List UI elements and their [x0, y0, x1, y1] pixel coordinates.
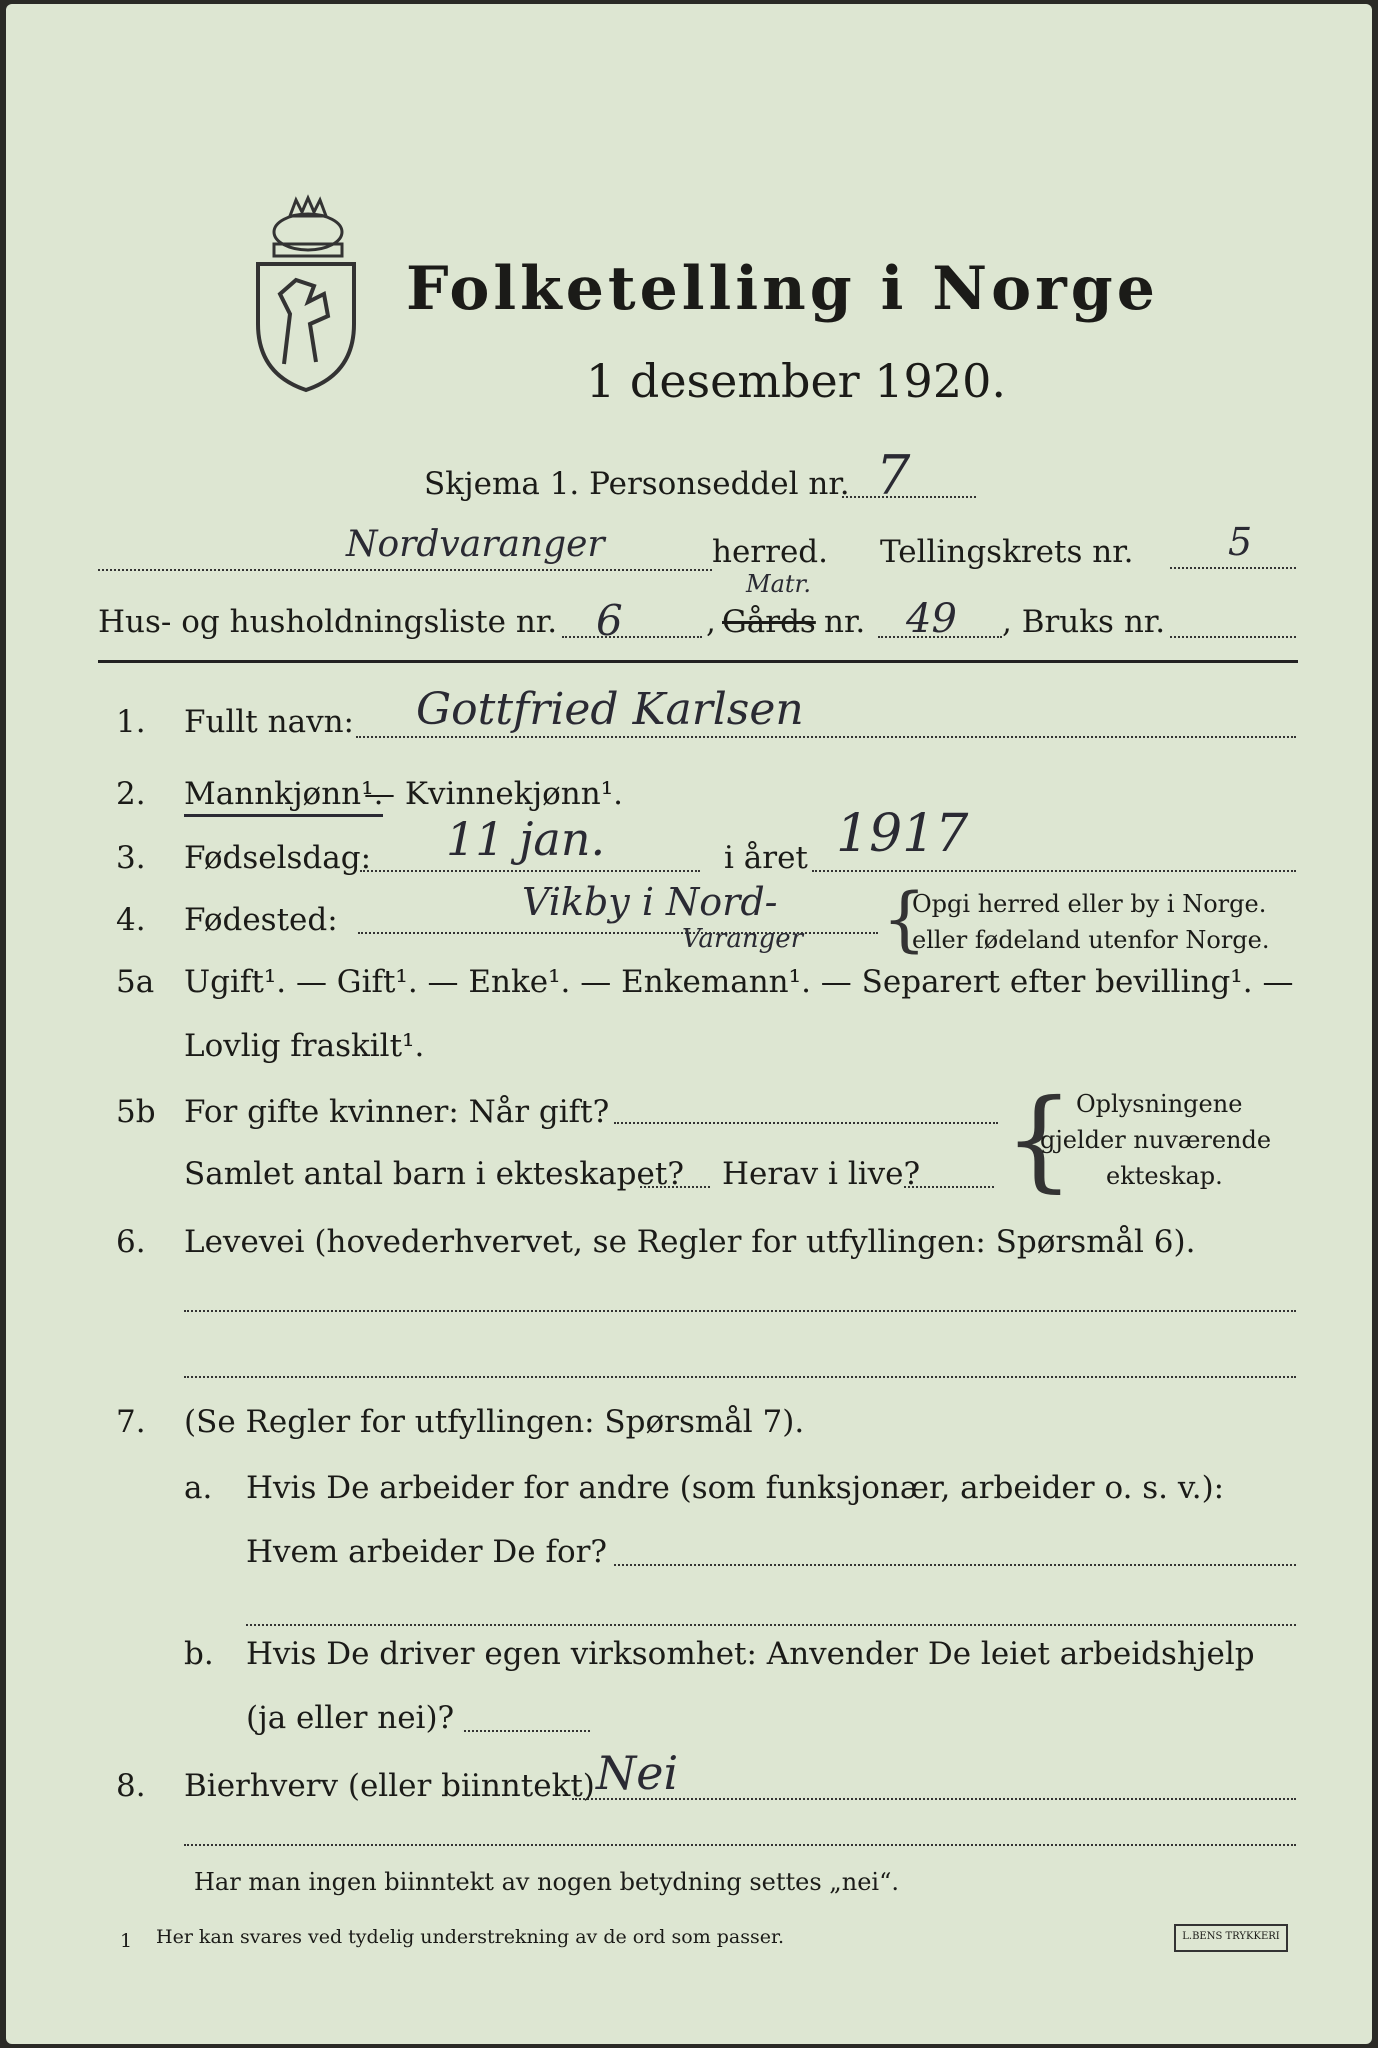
- birthplace-value-line2[interactable]: Varanger: [682, 924, 804, 954]
- q3-year-line: [812, 870, 1296, 872]
- birthplace-value-line1[interactable]: Vikby i Nord-: [522, 880, 778, 924]
- q6-number: 6.: [116, 1224, 146, 1260]
- gards-value[interactable]: 49: [906, 596, 957, 642]
- q5b-brace: {: [1004, 1075, 1074, 1203]
- marital-status-divorced[interactable]: Lovlig fraskilt¹.: [184, 1028, 425, 1064]
- q6-line-2: [184, 1376, 1296, 1378]
- printer-name: L.BENS TRYKKERI: [1182, 1931, 1280, 1942]
- q1-number: 1.: [116, 704, 146, 740]
- tellingskrets-label: Tellingskrets nr.: [880, 534, 1134, 570]
- full-name-value[interactable]: Gottfried Karlsen: [416, 684, 804, 735]
- q5b-note-line3: ekteskap.: [1106, 1162, 1223, 1190]
- q4-brace: {: [882, 878, 927, 960]
- footnote-text: Her kan svares ved tydelig understrekning av de ord som passer.: [156, 1926, 785, 1948]
- q7b-line: [464, 1730, 590, 1732]
- hus-label: Hus- og husholdningsliste nr.: [98, 604, 558, 640]
- side-income-value[interactable]: Nei: [596, 1746, 679, 1800]
- form-title: Folketelling i Norge: [406, 254, 1159, 324]
- q3-day-line: [360, 870, 700, 872]
- q7b-label: Hvis De driver egen virksomhet: Anvender De leiet arbeidshjelp: [246, 1636, 1255, 1672]
- tellingskrets-line: [1170, 567, 1296, 569]
- hus-line: [562, 636, 702, 638]
- q6-label: Levevei (hovederhvervet, se Regler for utfyllingen: Spørsmål 6).: [184, 1224, 1196, 1260]
- hus-value[interactable]: 6: [596, 596, 623, 645]
- q5b-note-line2: gjelder nuværende: [1040, 1126, 1272, 1154]
- marital-status-options[interactable]: Ugift¹. — Gift¹. — Enke¹. — Enkemann¹. — Separert efter bevilling¹. —: [184, 964, 1294, 1000]
- bruks-label: , Bruks nr.: [1002, 604, 1166, 640]
- norway-coat-of-arms-icon: [250, 194, 360, 394]
- q5b-alive-label: Herav i live?: [722, 1156, 921, 1192]
- q7-label: (Se Regler for utfyllingen: Spørsmål 7).: [184, 1404, 805, 1440]
- birth-day-value[interactable]: 11 jan.: [446, 812, 606, 866]
- q4-note-line1: Opgi herred eller by i Norge.: [912, 890, 1267, 918]
- q8-extra-line: [184, 1844, 1296, 1846]
- herred-value[interactable]: Nordvaranger: [346, 524, 605, 565]
- gards-nr-label: nr.: [824, 604, 866, 640]
- q7b-letter: b.: [184, 1636, 214, 1672]
- matr-insert: Matr.: [746, 570, 811, 598]
- q7b-hired-help-label: (ja eller nei)?: [246, 1700, 455, 1736]
- q7a-employer-line: [614, 1564, 1296, 1566]
- gender-male-option[interactable]: Mannkjønn¹.: [184, 776, 383, 817]
- q3-number: 3.: [116, 840, 146, 876]
- q3-label: Fødselsdag:: [184, 840, 372, 876]
- q7-number: 7.: [116, 1404, 146, 1440]
- census-date: 1 desember 1920.: [586, 354, 1006, 408]
- printer-stamp: [1174, 1924, 1288, 1952]
- q5b-married-line: [614, 1122, 998, 1124]
- herred-label: herred.: [712, 534, 828, 570]
- footnote-marker: 1: [120, 1930, 133, 1952]
- q5a-number: 5a: [116, 964, 155, 1000]
- q1-line: [356, 736, 1296, 738]
- census-form-page: [6, 4, 1372, 2044]
- q4-label: Fødested:: [184, 902, 338, 938]
- skjema-label: Skjema 1. Personseddel nr.: [424, 466, 850, 502]
- nei-instruction: Har man ingen biinntekt av nogen betydning settes „nei“.: [194, 1868, 899, 1896]
- header-divider: [98, 660, 1298, 663]
- q5b-number: 5b: [116, 1094, 156, 1130]
- q8-number: 8.: [116, 1768, 146, 1804]
- q5b-alive-line: [904, 1186, 994, 1188]
- birth-year-value[interactable]: 1917: [836, 804, 969, 864]
- q7a-employer-label: Hvem arbeider De for?: [246, 1534, 608, 1570]
- q8-label: Bierhverv (eller biinntekt): [184, 1768, 595, 1804]
- gender-female-option[interactable]: — Kvinnekjønn¹.: [364, 776, 623, 812]
- q4-note-line2: eller fødeland utenfor Norge.: [912, 926, 1270, 954]
- q8-line: [572, 1798, 1296, 1800]
- q2-number: 2.: [116, 776, 146, 812]
- comma-separator: ,: [706, 604, 716, 640]
- q7a-extra-line: [246, 1624, 1296, 1626]
- q5b-children-line: [640, 1186, 710, 1188]
- personseddel-value[interactable]: 7: [876, 444, 911, 507]
- bruks-line: [1170, 636, 1296, 638]
- gards-label: Gårds: [722, 604, 816, 640]
- q5b-note-line1: Oplysningene: [1076, 1090, 1243, 1118]
- herred-line: [98, 569, 712, 571]
- q7a-label: Hvis De arbeider for andre (som funksjonær, arbeider o. s. v.):: [246, 1470, 1225, 1506]
- q4-number: 4.: [116, 902, 146, 938]
- q1-label: Fullt navn:: [184, 704, 354, 740]
- q5b-label: For gifte kvinner: Når gift?: [184, 1094, 610, 1130]
- q6-line-1: [184, 1310, 1296, 1312]
- q7a-letter: a.: [184, 1470, 213, 1506]
- q5b-children-label: Samlet antal barn i ekteskapet?: [184, 1156, 684, 1192]
- q3-year-label: i året: [724, 840, 808, 876]
- tellingskrets-value[interactable]: 5: [1228, 520, 1253, 564]
